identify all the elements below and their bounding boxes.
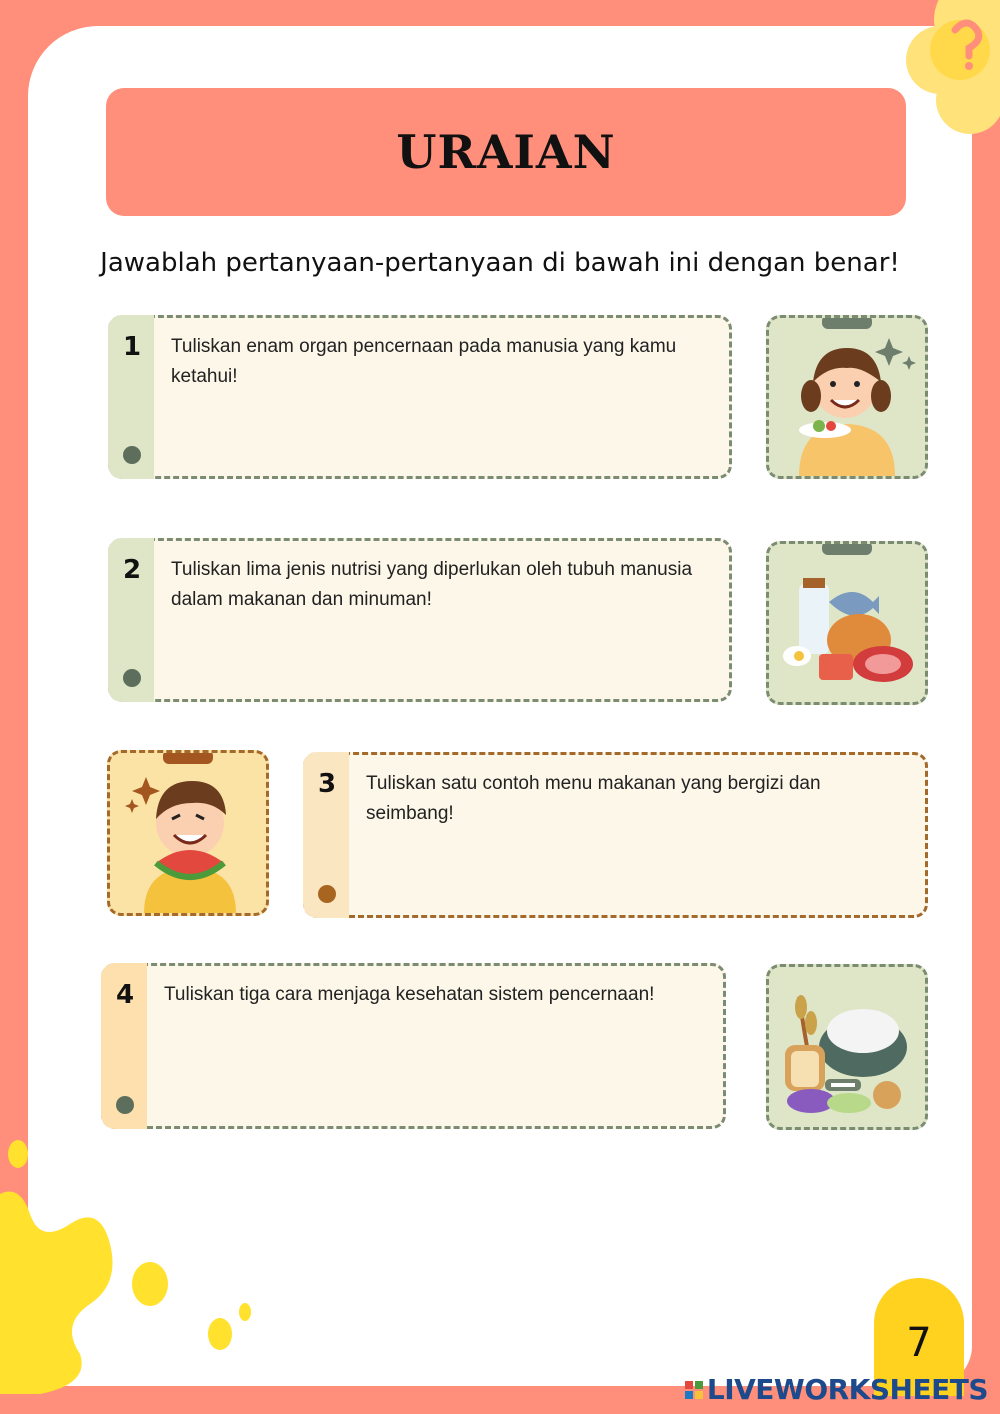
question-number: 2 — [123, 555, 142, 585]
yellow-splash-decoration-icon — [0, 1134, 290, 1394]
question-number: 3 — [318, 769, 337, 799]
instruction-text: Jawablah pertanyaan-pertanyaan di bawah ini dengan benar! — [100, 248, 900, 278]
liveworksheets-logo[interactable] — [685, 1373, 988, 1406]
question-card-3 — [303, 752, 928, 918]
healthy-foods-image — [766, 541, 928, 705]
carbohydrate-foods-icon — [769, 967, 925, 1127]
question-text: Tuliskan lima jenis nutrisi yang diperlukan oleh tubuh manusia dalam makanan dan minuman! — [171, 559, 693, 610]
clip-icon — [822, 315, 872, 329]
carbohydrate-foods-image — [766, 964, 928, 1130]
clip-icon — [163, 750, 213, 764]
answer-handle-dot[interactable] — [116, 1096, 134, 1114]
question-card-1 — [108, 315, 732, 479]
healthy-foods-icon — [769, 544, 925, 702]
question-text: Tuliskan tiga cara menjaga kesehatan sistem pencernaan! — [164, 984, 655, 1005]
answer-handle-dot[interactable] — [318, 885, 336, 903]
answer-handle-dot[interactable] — [123, 669, 141, 687]
clip-icon — [822, 541, 872, 555]
page-title: URAIAN — [396, 125, 616, 179]
liveworksheets-icon — [685, 1381, 703, 1399]
question-number: 4 — [116, 980, 135, 1010]
question-text: Tuliskan enam organ pencernaan pada manusia yang kamu ketahui! — [171, 336, 677, 387]
title-banner — [106, 88, 906, 216]
question-card-4 — [101, 963, 726, 1129]
question-number: 1 — [123, 332, 142, 362]
boy-eating-watermelon-icon — [110, 753, 266, 913]
brand-text: LIVEWORKSHEETS — [706, 1373, 988, 1406]
question-card-2 — [108, 538, 732, 702]
girl-eating-salad-image — [766, 315, 928, 479]
answer-handle-dot[interactable] — [123, 446, 141, 464]
question-text: Tuliskan satu contoh menu makanan yang bergizi dan seimbang! — [366, 773, 821, 824]
page-number: 7 — [874, 1278, 964, 1396]
girl-eating-salad-icon — [769, 318, 925, 476]
boy-eating-watermelon-image — [107, 750, 269, 916]
